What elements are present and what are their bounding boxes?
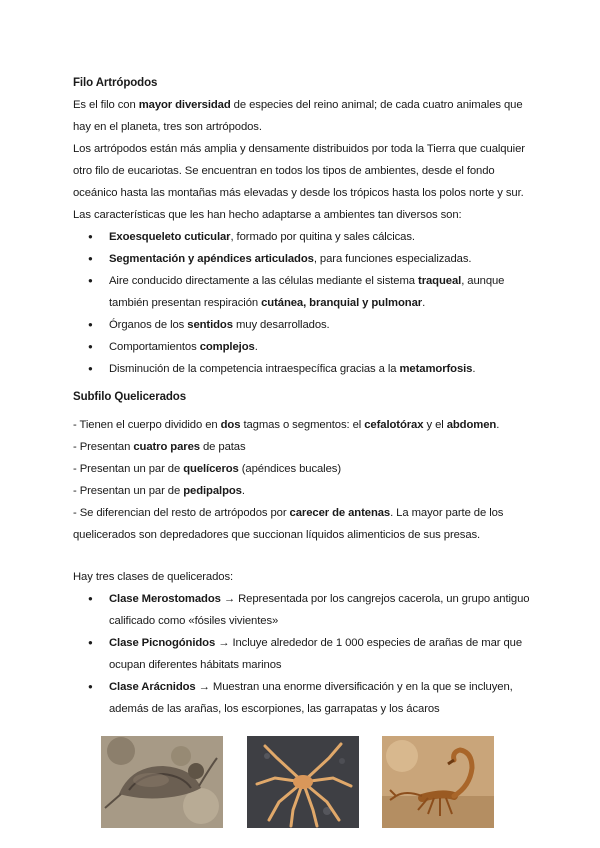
document-content	[73, 72, 533, 720]
photo-strip	[101, 736, 501, 832]
list-item: ● Disminución de la competencia intraespecífica gracias a la metamorfosis.	[73, 358, 533, 380]
characteristics-list	[73, 226, 533, 380]
feature-line: - Presentan un par de quelíceros (apéndices bucales)	[73, 463, 341, 475]
scorpion-photo	[382, 736, 494, 828]
classes-intro: Hay tres clases de quelicerados:	[73, 571, 234, 583]
list-item: ● Órganos de los sentidos muy desarrollados.	[73, 314, 533, 336]
section-title-quelicerados: Subfilo Quelicerados	[73, 391, 187, 403]
list-item: ● Clase Merostomados → Representada por los cangrejos cacerola, un grupo antiguo calificado como «fósiles vivientes»	[73, 588, 533, 632]
feature-line: - Presentan un par de pedipalpos.	[73, 485, 245, 497]
classes-list	[73, 588, 533, 720]
list-item: ● Segmentación y apéndices articulados, para funciones especializadas.	[73, 248, 533, 270]
list-item: ● Clase Picnogónidos → Incluye alrededor de 1 000 especies de arañas de mar que ocupan diferentes hábitats marinos	[73, 632, 533, 676]
list-item: ● Clase Arácnidos → Muestran una enorme diversificación y en la que se incluyen, además de las arañas, los escorpiones, las garrapatas y los ácaros	[73, 676, 533, 720]
list-item: ● Aire conducido directamente a las células mediante el sistema traqueal, aunque también presentan respiración cutánea, branquial y pulmonar.	[73, 270, 533, 314]
distribution-paragraph: Los artrópodos están más amplia y densamente distribuidos por toda la Tierra que cualquier otro filo de eucariotas. Se encuentran en todos los tipos de ambientes, desde el fondo oceánico hasta las montañas más elevadas y desde los trópicos hasta los polos norte y sur. Las características que les han hecho adaptarse a ambientes tan diversos son:	[73, 143, 525, 221]
list-item: ● Comportamientos complejos.	[73, 336, 533, 358]
section-title-artropodos: Filo Artrópodos	[73, 77, 158, 89]
sea-spider-photo	[247, 736, 359, 828]
intro-paragraph: Es el filo con mayor diversidad de especies del reino animal; de cada cuatro animales que hay en el planeta, tres son artrópodos.	[73, 99, 523, 133]
horseshoe-crab-photo	[101, 736, 223, 828]
list-item: ● Exoesqueleto cuticular, formado por quitina y sales cálcicas.	[73, 226, 533, 248]
feature-line: - Se diferencian del resto de artrópodos por carecer de antenas. La mayor parte de los quelicerados son depredadores que succionan líquidos alimenticios de sus presas.	[73, 507, 504, 541]
feature-line: - Presentan cuatro pares de patas	[73, 441, 246, 453]
feature-line: - Tienen el cuerpo dividido en dos tagmas o segmentos: el cefalotórax y el abdomen.	[73, 419, 500, 431]
